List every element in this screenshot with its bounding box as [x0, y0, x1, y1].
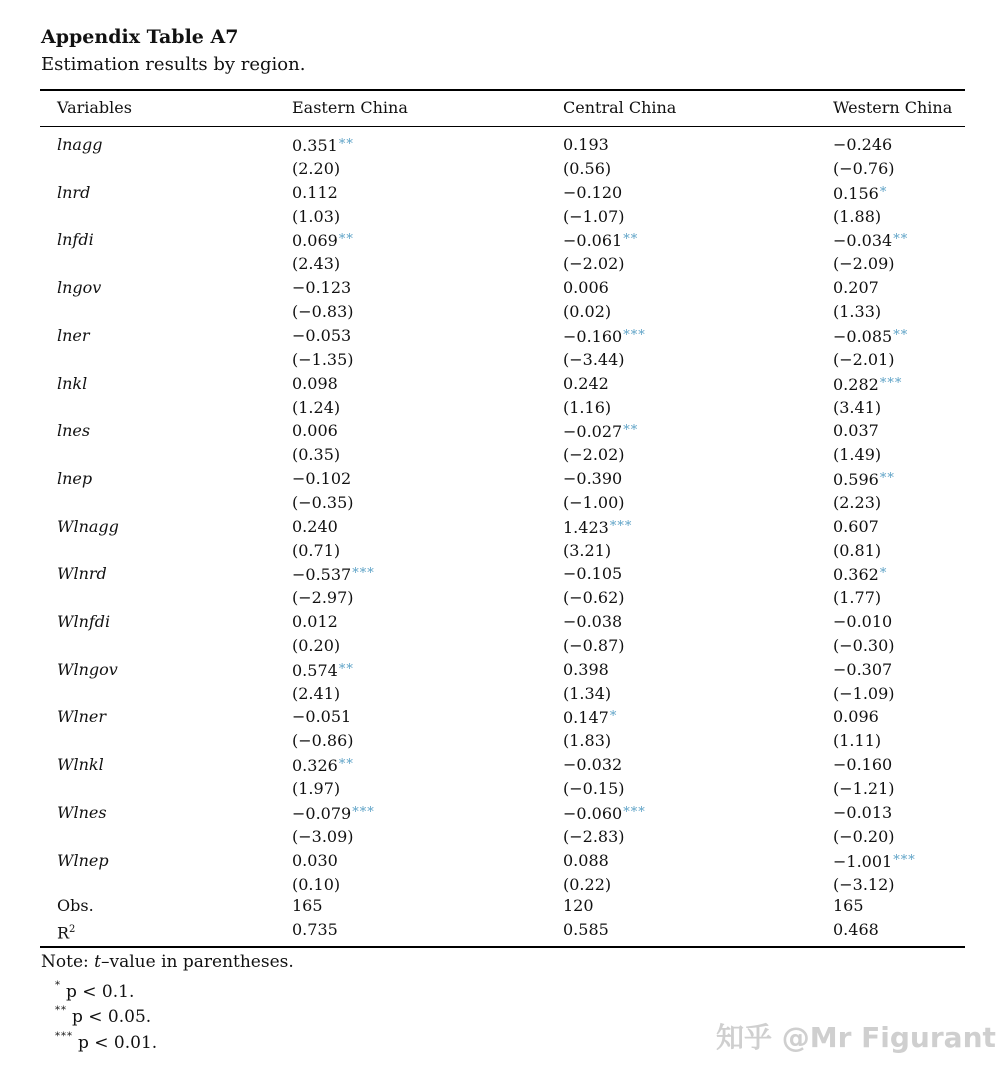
variable-label: Wlnagg	[57, 517, 119, 536]
variable-label: Wlnes	[57, 803, 107, 822]
t-value-western: (2.23)	[833, 493, 882, 512]
coef-value: −0.032	[563, 755, 623, 774]
coef-value: −0.537	[292, 565, 352, 584]
significance-stars: ***	[893, 853, 916, 868]
coef-eastern	[292, 803, 375, 824]
coef-value: 0.112	[292, 183, 338, 202]
coef-value: −0.102	[292, 469, 352, 488]
coef-value: 0.037	[833, 421, 879, 440]
bottom-rule	[40, 946, 965, 948]
coef-value: 0.240	[292, 517, 338, 536]
t-value-western: (0.81)	[833, 541, 882, 560]
coef-western	[833, 326, 908, 347]
table-title: Appendix Table A7	[41, 26, 239, 48]
t-value-eastern: (2.41)	[292, 684, 341, 703]
coef-value: −0.105	[563, 564, 623, 583]
t-value-western: (1.88)	[833, 207, 882, 226]
coef-central	[563, 755, 622, 775]
coef-western	[833, 803, 892, 823]
significance-stars: **	[338, 232, 354, 247]
variable-label: Wlnkl	[57, 755, 104, 774]
coef-central	[563, 326, 646, 347]
coef-eastern	[292, 660, 354, 681]
variable-label: Wlner	[57, 707, 106, 726]
coef-value: 0.030	[292, 851, 338, 870]
coef-central	[563, 707, 617, 728]
coef-value: −0.390	[563, 469, 623, 488]
coef-value: −0.123	[292, 278, 352, 297]
table-subtitle: Estimation results by region.	[41, 54, 306, 75]
coef-value: 0.398	[563, 660, 609, 679]
significance-stars: ***	[879, 376, 903, 391]
variable-label: lner	[57, 326, 90, 345]
coef-eastern	[292, 230, 354, 251]
coef-central	[563, 374, 609, 394]
coef-value: 0.012	[292, 612, 338, 631]
t-value-western: (1.11)	[833, 731, 882, 750]
coef-western	[833, 612, 892, 632]
coef-value: 0.006	[292, 421, 338, 440]
coef-central	[563, 660, 609, 680]
top-rule	[40, 89, 965, 91]
coef-western	[833, 278, 879, 298]
significance-stars: **	[879, 471, 895, 486]
t-value-western: (1.49)	[833, 445, 882, 464]
variable-label: lnfdi	[57, 230, 94, 249]
coef-eastern	[292, 755, 354, 776]
coef-central	[563, 851, 609, 871]
t-value-eastern: (0.35)	[292, 445, 341, 464]
coef-western	[833, 421, 879, 441]
coef-value: −0.307	[833, 660, 893, 679]
coef-eastern	[292, 421, 338, 441]
coef-eastern	[292, 278, 351, 298]
coef-eastern	[292, 612, 338, 632]
t-value-western: (−2.09)	[833, 254, 895, 273]
coef-eastern	[292, 374, 338, 394]
t-value-central: (0.02)	[563, 302, 612, 321]
r2-label: $R^2$	[57, 923, 76, 943]
coef-value: 0.069	[292, 231, 338, 250]
coef-value: −0.034	[833, 231, 893, 250]
t-value-eastern: (2.20)	[292, 159, 341, 178]
coef-eastern	[292, 851, 338, 871]
t-value-western: (1.33)	[833, 302, 882, 321]
coef-eastern	[292, 517, 338, 537]
t-value-western: (−2.01)	[833, 350, 895, 369]
obs-central: 120	[563, 896, 594, 915]
coef-western	[833, 660, 892, 680]
coef-value: 0.207	[833, 278, 879, 297]
t-value-eastern: (0.71)	[292, 541, 341, 560]
t-value-eastern: (−0.86)	[292, 731, 354, 750]
coef-western	[833, 755, 892, 775]
significance-stars: *	[879, 185, 888, 200]
t-value-eastern: (−3.09)	[292, 827, 354, 846]
obs-label: Obs.	[57, 896, 94, 915]
t-value-western: (−1.09)	[833, 684, 895, 703]
coef-value: −0.010	[833, 612, 893, 631]
t-value-central: (1.83)	[563, 731, 612, 750]
t-value-western: (−1.21)	[833, 779, 895, 798]
coef-central	[563, 230, 638, 251]
coef-value: −0.160	[563, 327, 623, 346]
variable-label: Wlnrd	[57, 564, 107, 583]
coef-value: 0.351	[292, 136, 338, 155]
header-western: Western China	[833, 98, 953, 117]
coef-value: −0.060	[563, 804, 623, 823]
coef-value: −0.053	[292, 326, 352, 345]
r2-central: 0.585	[563, 920, 609, 939]
coef-value: 0.147	[563, 708, 609, 727]
significance-stars: *	[879, 566, 888, 581]
significance-stars: **	[623, 232, 639, 247]
significance-stars: ***	[623, 328, 646, 343]
t-value-central: (−2.02)	[563, 445, 625, 464]
t-value-central: (−2.83)	[563, 827, 625, 846]
t-value-western: (−0.30)	[833, 636, 895, 655]
footnote-2: ** p < 0.05.	[55, 1005, 152, 1027]
obs-western: 165	[833, 896, 864, 915]
t-value-western: (−3.12)	[833, 875, 895, 894]
header-eastern: Eastern China	[292, 98, 408, 117]
t-value-western: (−0.20)	[833, 827, 895, 846]
coef-western	[833, 517, 879, 537]
coef-western	[833, 135, 892, 155]
t-value-eastern: (1.97)	[292, 779, 341, 798]
coef-value: 0.362	[833, 565, 879, 584]
significance-stars: **	[338, 662, 354, 677]
t-value-eastern: (2.43)	[292, 254, 341, 273]
variable-label: lnep	[57, 469, 93, 488]
coef-value: 0.006	[563, 278, 609, 297]
variable-label: Wlnep	[57, 851, 109, 870]
coef-eastern	[292, 564, 375, 585]
coef-western	[833, 851, 916, 872]
coef-western	[833, 469, 895, 490]
coef-value: −0.120	[563, 183, 623, 202]
t-value-central: (0.56)	[563, 159, 612, 178]
significance-stars: **	[338, 137, 354, 152]
coef-eastern	[292, 135, 354, 156]
t-value-eastern: (−2.97)	[292, 588, 354, 607]
t-value-eastern: (−1.35)	[292, 350, 354, 369]
t-value-eastern: (−0.35)	[292, 493, 354, 512]
coef-central	[563, 278, 609, 298]
coef-value: −1.001	[833, 852, 893, 871]
variable-label: Wlnfdi	[57, 612, 111, 631]
coef-eastern	[292, 469, 351, 489]
coef-central	[563, 612, 622, 632]
coef-eastern	[292, 707, 351, 727]
coef-western	[833, 183, 887, 204]
t-value-central: (−3.44)	[563, 350, 625, 369]
coef-eastern	[292, 183, 338, 203]
coef-central	[563, 469, 622, 489]
t-value-central: (−1.00)	[563, 493, 625, 512]
coef-value: 0.607	[833, 517, 879, 536]
t-value-central: (1.16)	[563, 398, 612, 417]
significance-stars: **	[623, 423, 639, 438]
significance-stars: *	[609, 709, 618, 724]
coef-value: 1.423	[563, 518, 609, 537]
t-value-central: (1.34)	[563, 684, 612, 703]
coef-value: −0.013	[833, 803, 893, 822]
coef-value: 0.596	[833, 470, 879, 489]
t-value-eastern: (1.03)	[292, 207, 341, 226]
coef-value: −0.085	[833, 327, 893, 346]
coef-value: 0.193	[563, 135, 609, 154]
variable-label: lnrd	[57, 183, 91, 202]
coef-central	[563, 517, 632, 538]
t-value-central: (−0.15)	[563, 779, 625, 798]
t-value-western: (1.77)	[833, 588, 882, 607]
coef-value: 0.088	[563, 851, 609, 870]
t-value-central: (−1.07)	[563, 207, 625, 226]
coef-value: 0.242	[563, 374, 609, 393]
t-value-central: (−0.87)	[563, 636, 625, 655]
variable-label: lnes	[57, 421, 91, 440]
r2-eastern: 0.735	[292, 920, 338, 939]
watermark: 知乎 @Mr Figurant	[716, 1021, 996, 1054]
variable-label: lngov	[57, 278, 102, 297]
significance-stars: ***	[352, 805, 375, 820]
significance-stars: ***	[609, 519, 633, 534]
coef-value: −0.027	[563, 422, 623, 441]
coef-central	[563, 803, 646, 824]
r2-western: 0.468	[833, 920, 879, 939]
t-value-central: (−0.62)	[563, 588, 625, 607]
coef-value: −0.051	[292, 707, 352, 726]
coef-value: −0.038	[563, 612, 623, 631]
coef-value: 0.098	[292, 374, 338, 393]
footnote-3: *** p < 0.01.	[55, 1031, 158, 1053]
significance-stars: ***	[352, 566, 375, 581]
footnote-1: * p < 0.1.	[55, 980, 135, 1002]
header-central: Central China	[563, 98, 677, 117]
coef-western	[833, 374, 902, 395]
variable-label: lnkl	[57, 374, 88, 393]
t-value-eastern: (−0.83)	[292, 302, 354, 321]
variable-label: lnagg	[57, 135, 103, 154]
coef-western	[833, 707, 879, 727]
table-note: Note: t–value in parentheses.	[41, 952, 294, 972]
significance-stars: ***	[623, 805, 646, 820]
t-value-eastern: (0.10)	[292, 875, 341, 894]
coef-western	[833, 230, 908, 251]
coef-value: 0.574	[292, 661, 338, 680]
obs-eastern: 165	[292, 896, 323, 915]
coef-western	[833, 564, 887, 585]
coef-value: −0.160	[833, 755, 893, 774]
significance-stars: **	[893, 232, 909, 247]
t-value-central: (0.22)	[563, 875, 612, 894]
coef-central	[563, 421, 638, 442]
coef-value: −0.079	[292, 804, 352, 823]
significance-stars: **	[338, 757, 354, 772]
t-value-eastern: (1.24)	[292, 398, 341, 417]
coef-eastern	[292, 326, 351, 346]
coef-central	[563, 183, 622, 203]
header-variables: Variables	[57, 98, 132, 117]
coef-value: −0.246	[833, 135, 893, 154]
variable-label: Wlngov	[57, 660, 118, 679]
t-value-central: (3.21)	[563, 541, 612, 560]
coef-value: 0.282	[833, 375, 879, 394]
t-value-eastern: (0.20)	[292, 636, 341, 655]
coef-value: −0.061	[563, 231, 623, 250]
t-value-western: (3.41)	[833, 398, 882, 417]
t-value-western: (−0.76)	[833, 159, 895, 178]
coef-value: 0.156	[833, 184, 879, 203]
coef-value: 0.096	[833, 707, 879, 726]
t-value-central: (−2.02)	[563, 254, 625, 273]
header-rule	[40, 126, 965, 127]
coef-central	[563, 135, 609, 155]
coef-central	[563, 564, 622, 584]
coef-value: 0.326	[292, 756, 338, 775]
significance-stars: **	[893, 328, 909, 343]
